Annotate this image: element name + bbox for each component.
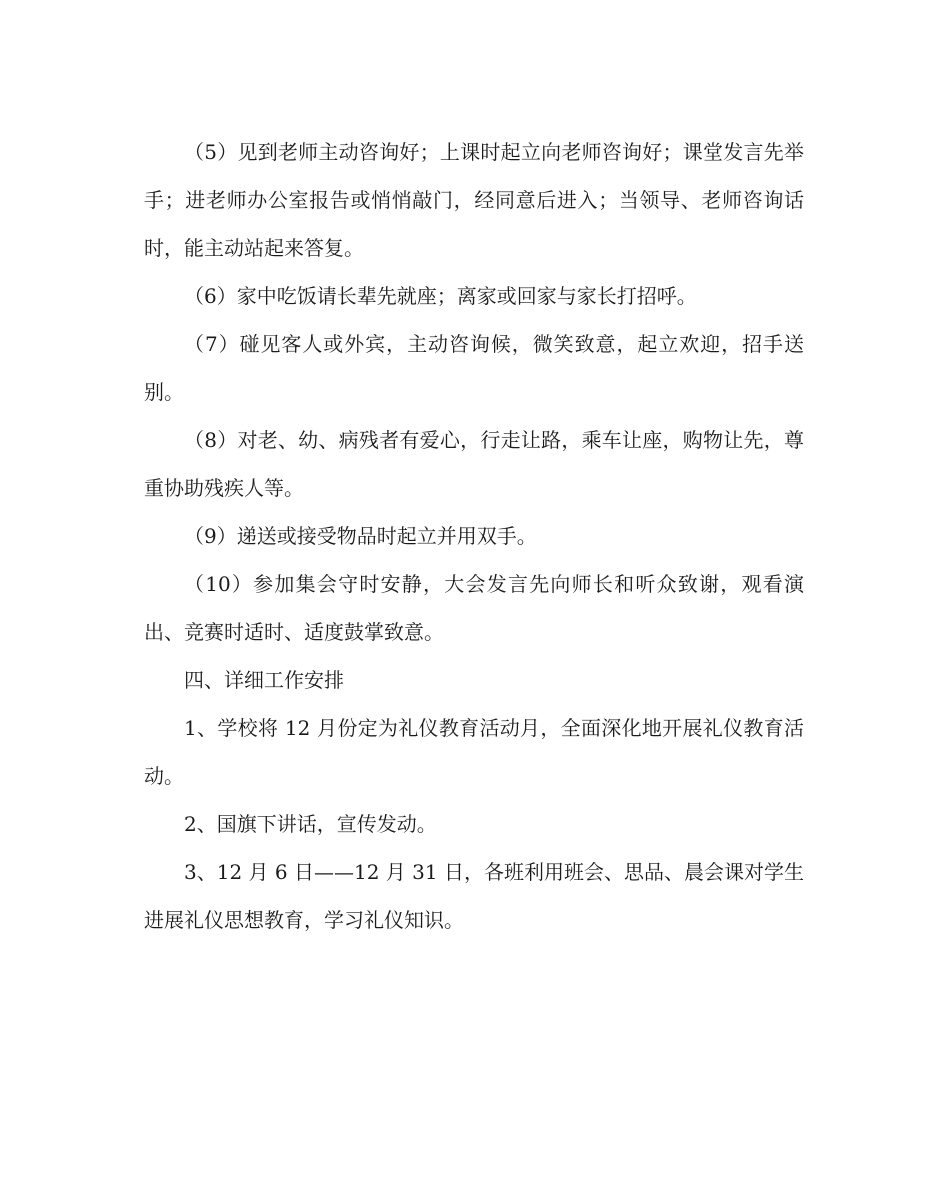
paragraph-item-10: （10）参加集会守时安静，大会发言先向师长和听众致谢，观看演出、竞赛时适时、适度鼓掌致意。 [144,572,804,644]
arrangement-item-1: 1、学校将 12 月份定为礼仪教育活动月，全面深化地开展礼仪教育活动。 [144,716,804,788]
paragraph-item-7: （7）碰见客人或外宾，主动咨询候，微笑致意，起立欢迎，招手送别。 [144,332,804,404]
arrangement-item-2: 2、国旗下讲话，宣传发动。 [184,812,437,836]
paragraph-item-9: （9）递送或接受物品时起立并用双手。 [184,524,537,548]
paragraph-item-6: （6）家中吃饭请长辈先就座；离家或回家与家长打招呼。 [184,284,697,308]
paragraph-item-5: （5）见到老师主动咨询好；上课时起立向老师咨询好；课堂发言先举手；进老师办公室报告或悄悄敲门，经同意后进入；当领导、老师咨询话时，能主动站起来答复。 [144,140,804,260]
document-body [144,128,804,944]
arrangement-item-3: 3、12 月 6 日——12 月 31 日，各班利用班会、思品、晨会课对学生进展礼仪思想教育，学习礼仪知识。 [144,860,804,932]
paragraph-item-8: （8）对老、幼、病残者有爱心，行走让路，乘车让座，购物让先，尊重协助残疾人等。 [144,428,804,500]
section-heading-work-arrangement: 四、详细工作安排 [184,668,344,692]
